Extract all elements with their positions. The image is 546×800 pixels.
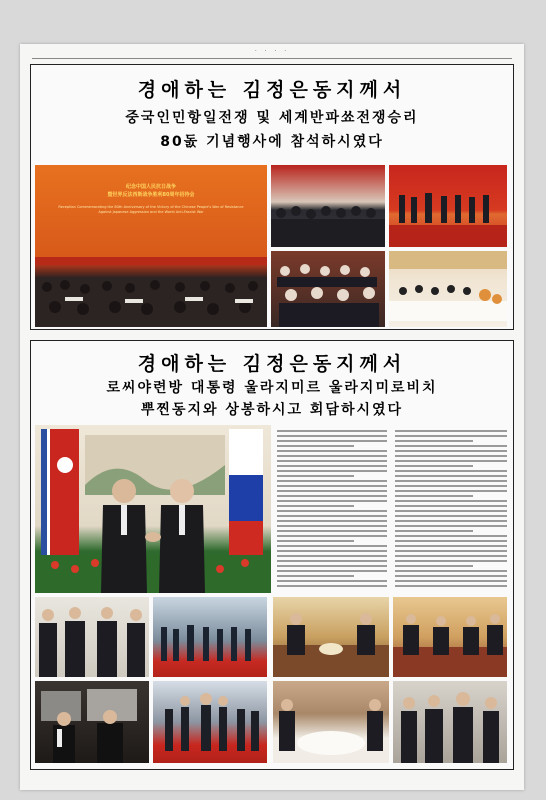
masthead-rule [32, 58, 512, 59]
banner-english: Reception Commemorating the 80th Anniversary of the Victory of the Chinese People's War of Resistance Against Japanese Aggression and the World Anti-Fascist War [58, 205, 244, 214]
headline-subtitle-2: 80돐 기념행사에 참석하시였다 [160, 134, 384, 150]
guests-illustration [271, 165, 385, 247]
photo-talks-room-2 [393, 597, 507, 677]
flag-russia [229, 429, 263, 561]
crowd-illustration [35, 257, 267, 327]
photo-honor-guard [153, 597, 267, 677]
handshake-illustration [35, 425, 271, 593]
honor-guard-illustration [153, 597, 267, 677]
walk-illustration [153, 681, 267, 763]
masthead: · · · · [254, 48, 290, 55]
banner-chinese: 纪念中国人民抗日战争 暨世界反法西斯战争胜利80周年招待会 [107, 184, 195, 198]
photo-walk-carpet [153, 681, 267, 763]
photo-talks-room-1 [273, 597, 389, 677]
photo-tea-table [273, 681, 389, 763]
headline-subtitle-1: 중국인민항일전쟁 및 세계반파쑈전쟁승리 [125, 110, 419, 126]
article-text-column-2 [395, 427, 507, 591]
photo-audience-seated [271, 251, 385, 327]
greeting-illustration [35, 597, 149, 677]
photo-banquet-tables [389, 251, 507, 327]
talks-room-illustration [273, 597, 389, 677]
photo-car-ride [35, 681, 149, 763]
talks-room-2-illustration [393, 597, 507, 677]
article-text-column-1 [277, 427, 387, 591]
article-summit [30, 340, 514, 770]
photo-handshake [35, 425, 271, 593]
procession-illustration [389, 165, 507, 247]
photo-entrance-procession [389, 165, 507, 247]
newspaper-page [20, 44, 524, 790]
photo-guests-gathering [271, 165, 385, 247]
headline-title: 경애하는 김정은동지께서 [137, 353, 407, 375]
tea-table-illustration [273, 681, 389, 763]
photo-group-greeting [393, 681, 507, 763]
headline-subtitle-1: 로씨야련방 대통령 울라지미르 울라지미로비치 [106, 380, 438, 396]
headline-subtitle-2: 뿌찐동지와 상봉하시고 회담하시였다 [140, 402, 404, 418]
photo-greeting-1 [35, 597, 149, 677]
photo-reception-hall [35, 165, 267, 327]
flag-dprk [41, 429, 79, 559]
audience-illustration [271, 251, 385, 327]
headline-title: 경애하는 김정은동지께서 [137, 79, 407, 101]
banquet-illustration [389, 251, 507, 327]
article-ceremony [30, 64, 514, 330]
group-greeting-illustration [393, 681, 507, 763]
car-interior-illustration [35, 681, 149, 763]
